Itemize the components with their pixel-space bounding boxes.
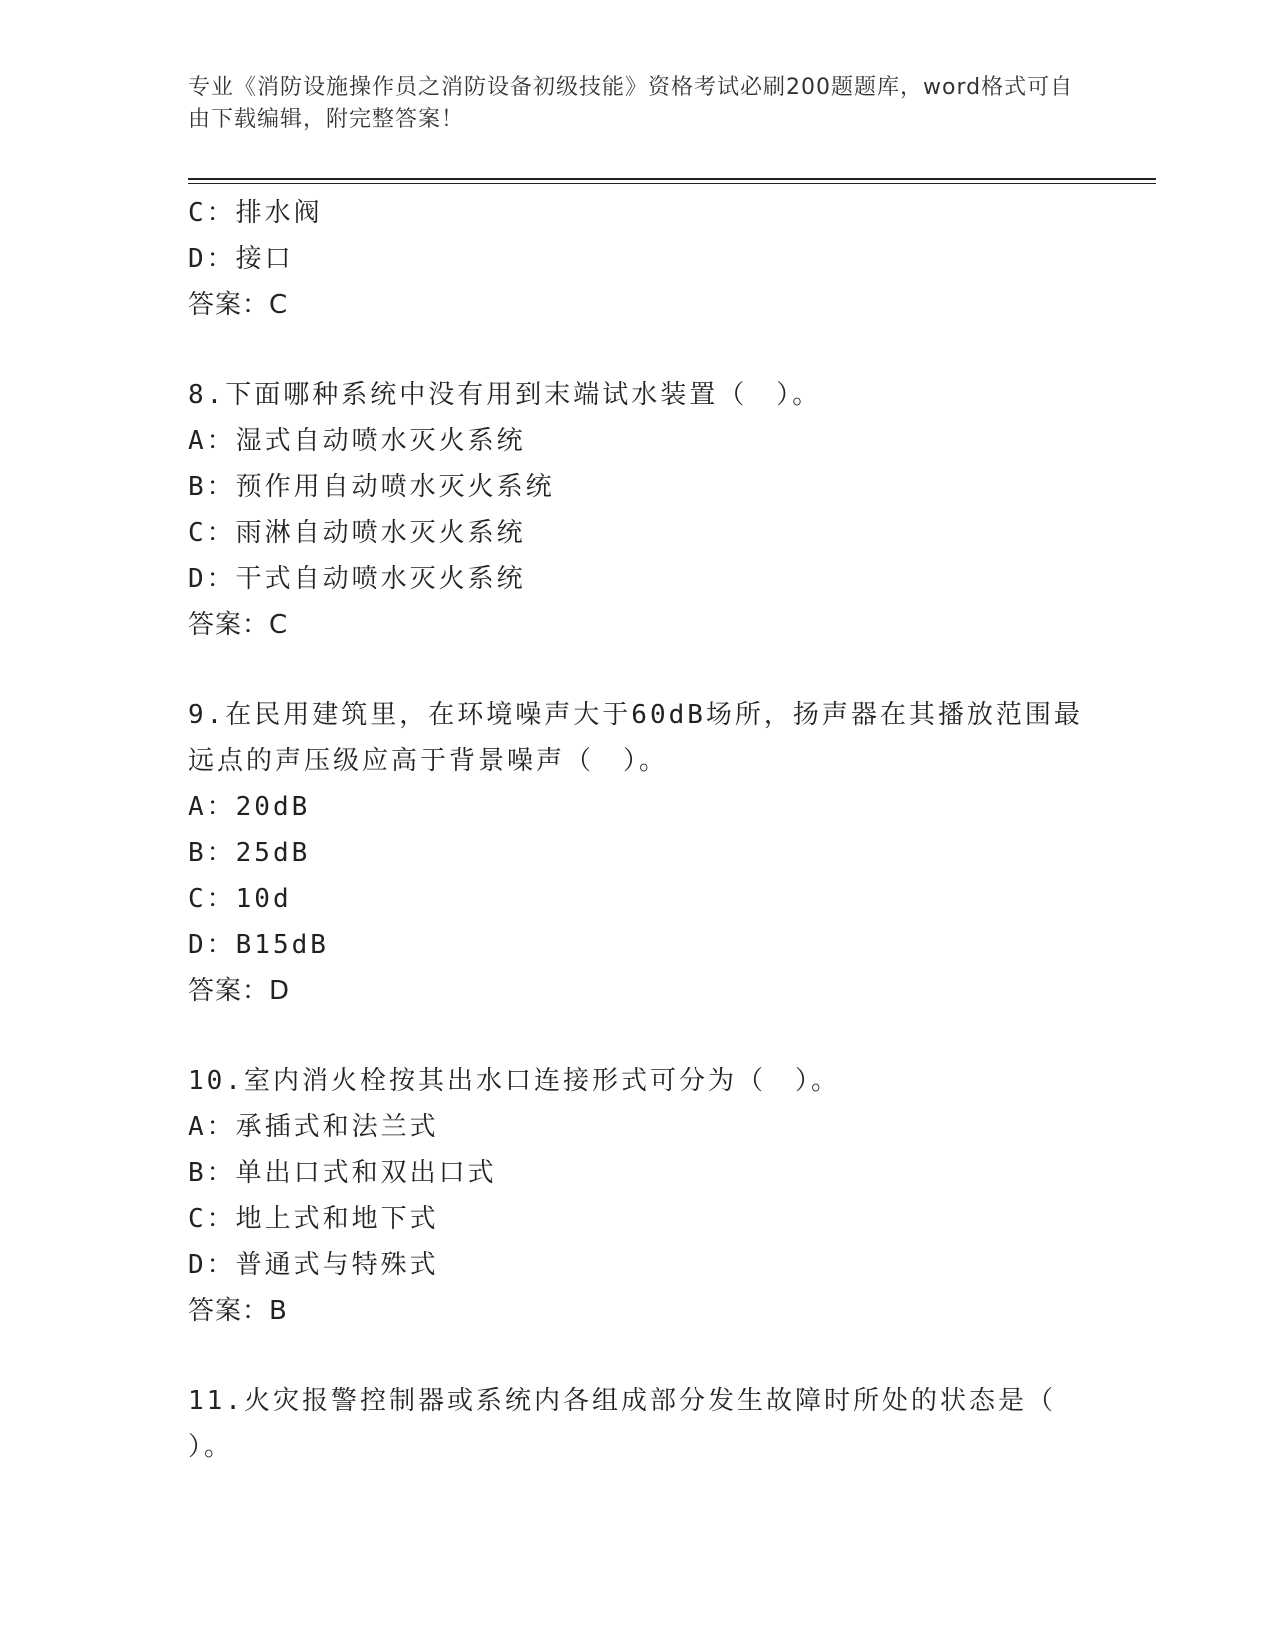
option-a: A：承插式和法兰式 xyxy=(188,1112,439,1142)
option-d: D：干式自动喷水灭火系统 xyxy=(188,564,526,594)
question-11 xyxy=(188,1378,1088,1470)
answer-line: 答案：D xyxy=(188,976,291,1006)
option-b: B：单出口式和双出口式 xyxy=(188,1158,497,1188)
answer-line: 答案：B xyxy=(188,1296,288,1326)
question-7-continued xyxy=(188,190,1088,328)
answer-line: 答案：C xyxy=(188,610,289,640)
question-text: 8.下面哪种系统中没有用到末端试水装置（ ）。 xyxy=(188,380,822,410)
option-d: D：普通式与特殊式 xyxy=(188,1250,439,1280)
option-a: A：20dB xyxy=(188,792,311,822)
question-text-line-1: 11.火灾报警控制器或系统内各组成部分发生故障时所处的状态是（ xyxy=(188,1386,1056,1416)
document-header: 专业《消防设施操作员之消防设备初级技能》资格考试必刷200题题库，word格式可自由下载编辑，附完整答案！ xyxy=(188,75,1074,132)
option-b: B：25dB xyxy=(188,838,311,868)
question-text: 10.室内消火栓按其出水口连接形式可分为（ ）。 xyxy=(188,1066,840,1096)
option-b: B：预作用自动喷水灭火系统 xyxy=(188,472,555,502)
option-d: D：接口 xyxy=(188,244,294,274)
question-text-line-2: 远点的声压级应高于背景噪声（ ）。 xyxy=(188,746,669,776)
option-d: D：B15dB xyxy=(188,930,329,960)
question-text-line-2: ）。 xyxy=(188,1432,234,1462)
question-content xyxy=(188,190,1088,1470)
question-8 xyxy=(188,372,1088,648)
option-c: C：雨淋自动喷水灭火系统 xyxy=(188,518,526,548)
header-divider-thick xyxy=(188,178,1156,180)
option-c: C：10d xyxy=(188,884,292,914)
option-c: C：排水阀 xyxy=(188,198,323,228)
header-divider-thin xyxy=(188,183,1156,184)
option-a: A：湿式自动喷水灭火系统 xyxy=(188,426,526,456)
question-text-line-1: 9.在民用建筑里，在环境噪声大于60dB场所，扬声器在其播放范围最 xyxy=(188,700,1083,730)
answer-line: 答案：C xyxy=(188,290,289,320)
question-9 xyxy=(188,692,1088,1014)
option-c: C：地上式和地下式 xyxy=(188,1204,439,1234)
question-10 xyxy=(188,1058,1088,1334)
